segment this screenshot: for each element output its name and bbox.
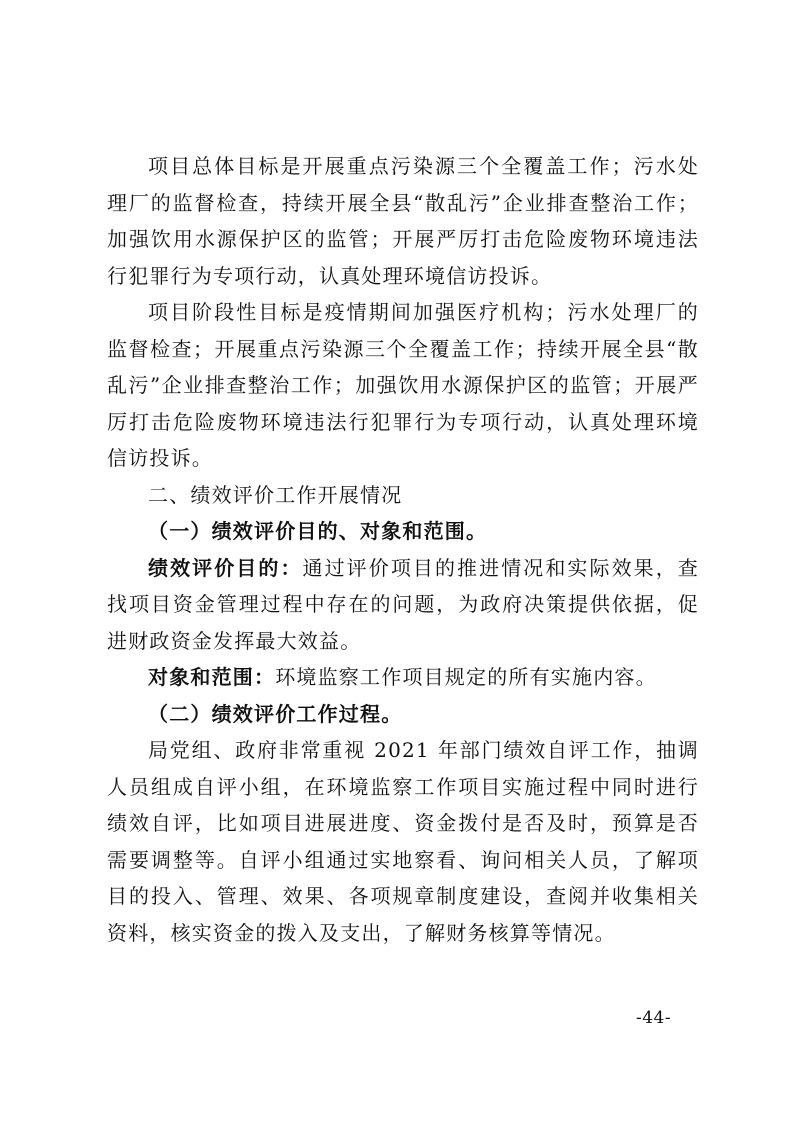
paragraph-stage-goal: 项目阶段性目标是疫情期间加强医疗机构；污水处理厂的监督检查；开展重点污染源三个全覆盖工作；持续开展全县“散乱污”企业排查整治工作；加强饮用水源保护区的监管；开展严厉打击危险废物环境违法行犯罪行为专项行动，认真处理环境信访投诉。 (107, 300, 699, 470)
subsection-heading-1: （一）绩效评价目的、对象和范围。 (148, 519, 488, 543)
paragraph-overall-goal: 项目总体目标是开展重点污染源三个全覆盖工作；污水处理厂的监督检查，持续开展全县“散乱污”企业排查整治工作；加强饮用水源保护区的监管；开展严厉打击危险废物环境违法行犯罪行为专项行动，认真处理环境信访投诉。 (107, 154, 699, 288)
purpose-text: 通过评价项目的推进情况和实际效果，查找项目资金管理过程中存在的问题，为政府决策提供依据，促进财政资金发挥最大效益。 (107, 555, 699, 653)
document-body (107, 148, 699, 951)
purpose-label: 绩效评价目的： (148, 555, 303, 580)
page-number: -44- (636, 1008, 672, 1028)
subsection-heading-2: （二）绩效评价工作过程。 (148, 701, 403, 726)
scope-label: 对象和范围： (148, 665, 276, 689)
section-heading-2: 二、绩效评价工作开展情况 (148, 482, 403, 507)
paragraph-process: 局党组、政府非常重视 2021 年部门绩效自评工作，抽调人员组成自评小组，在环境监察工作项目实施过程中同时进行绩效自评，比如项目进展进度、资金拨付是否及时，预算是否需要调整等。自评小组通过实地察看、询问相关人员，了解项目的投入、管理、效果、各项规章制度建设，查阅并收集相关资料，核实资金的拨入及支出，了解财务核算等情况。 (107, 738, 699, 945)
scope-text: 环境监察工作项目规定的所有实施内容。 (275, 665, 657, 689)
paragraph-purpose (107, 550, 699, 660)
paragraph-scope (107, 659, 699, 696)
